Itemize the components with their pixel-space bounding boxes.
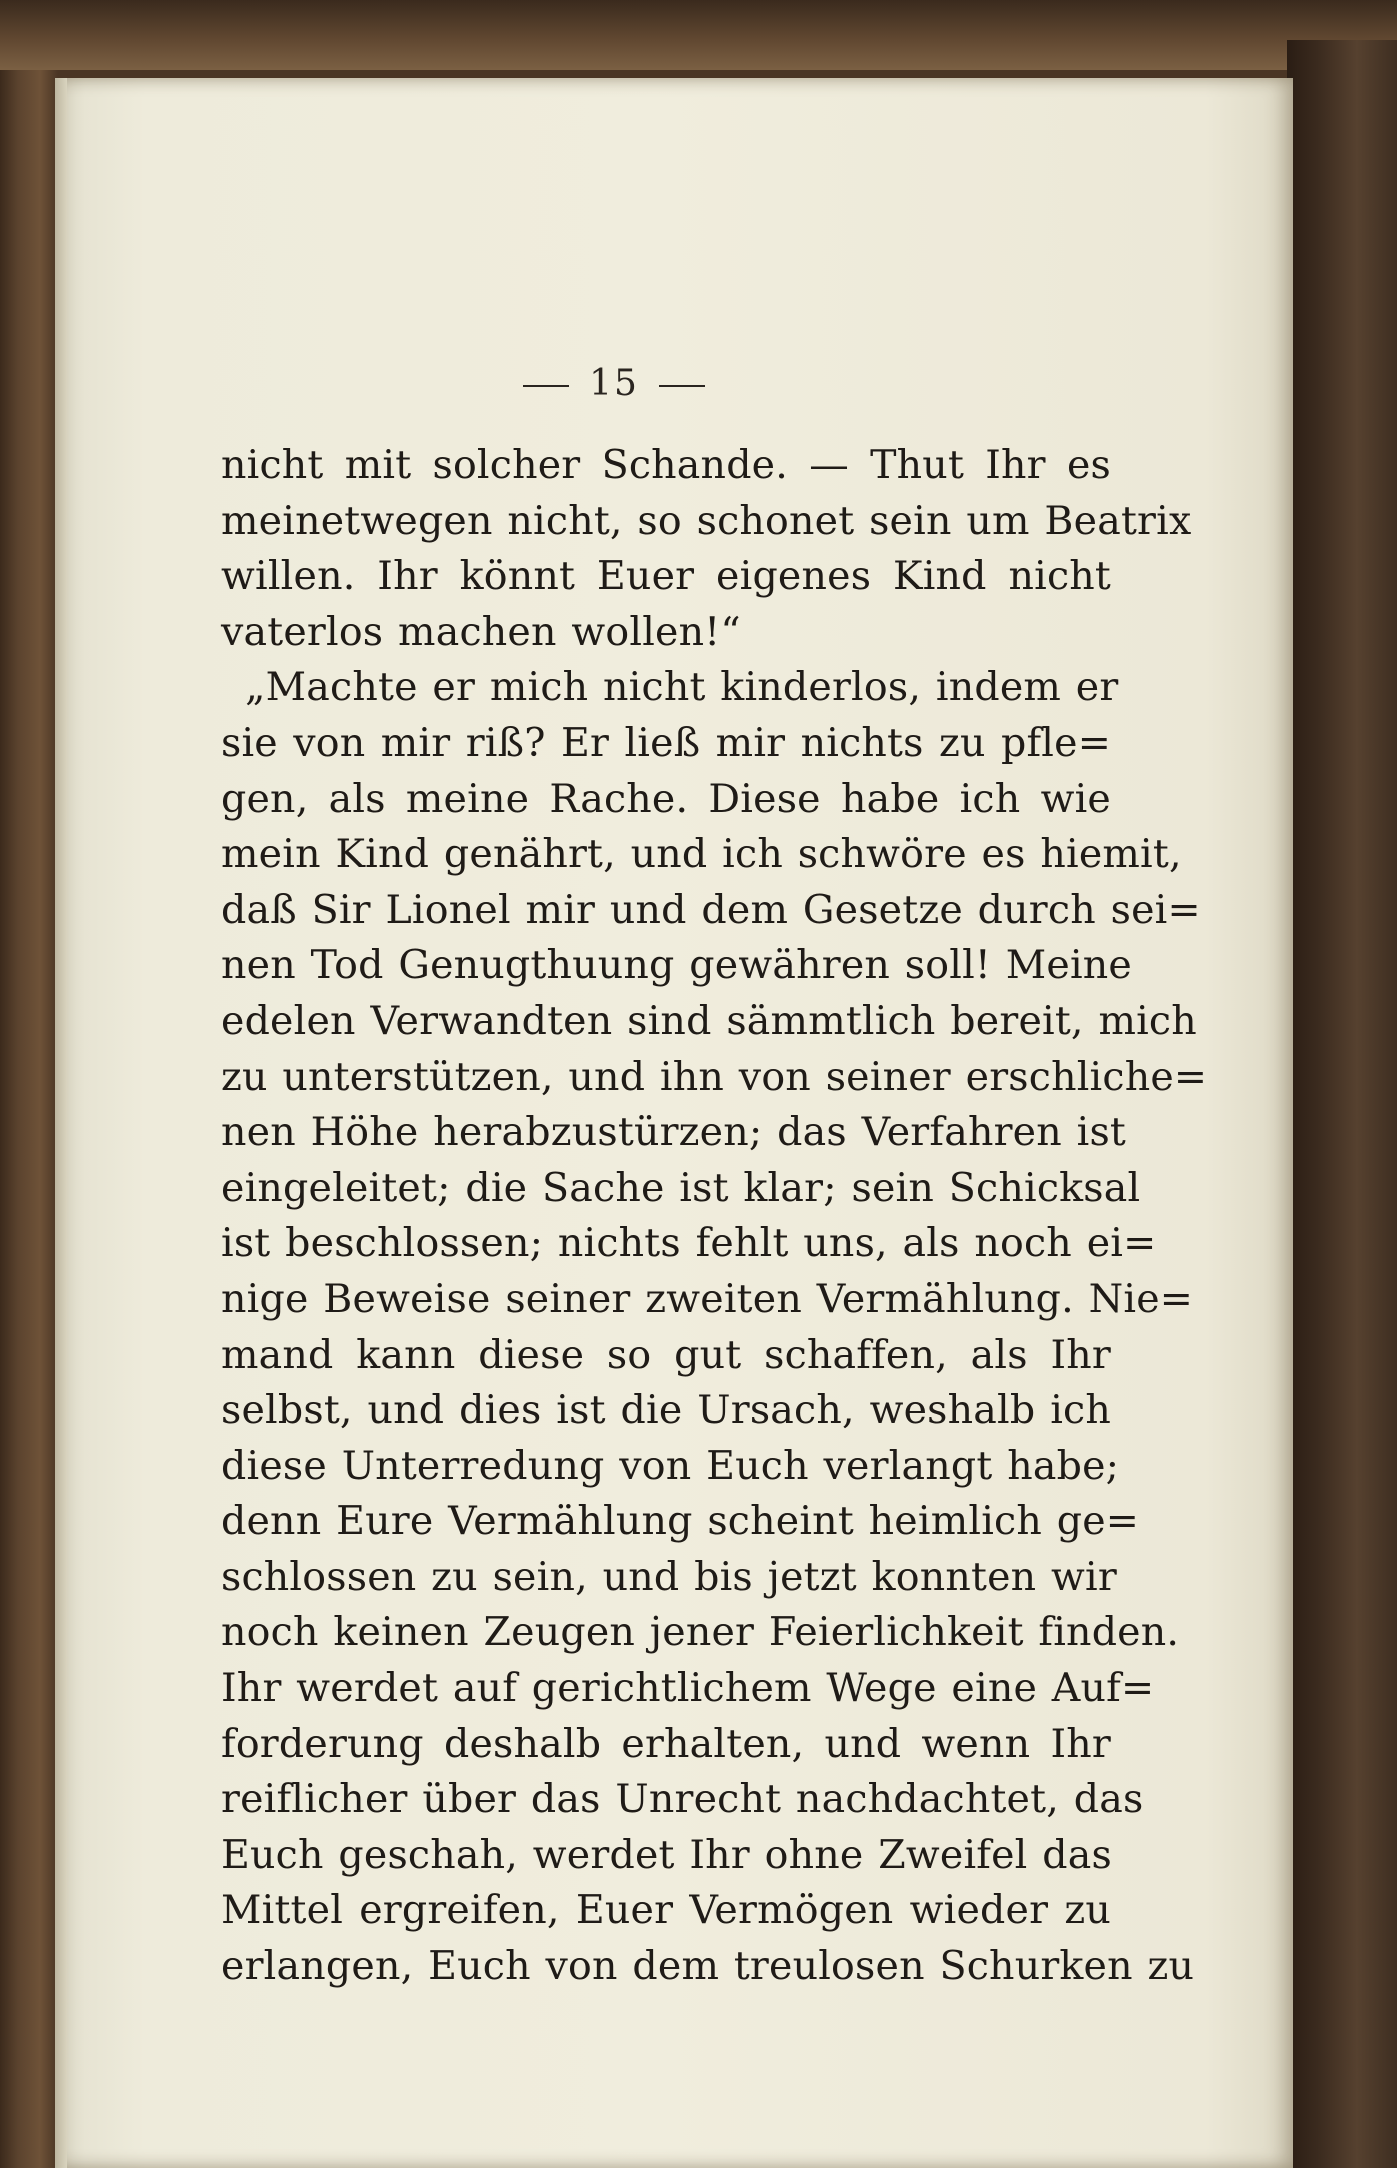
text-line: mein Kind genährt, und ich schwöre es hiemit, [221, 831, 1182, 878]
text-line: nige Beweise seiner zweiten Vermählung. Nie= [221, 1275, 1194, 1322]
text-line: selbst, und dies ist die Ursach, weshalb ich [221, 1387, 1111, 1434]
text-line: schlossen zu sein, und bis jetzt konnten wir [221, 1553, 1117, 1600]
text-line: mand kann diese so gut schaffen, als Ihr [221, 1331, 1111, 1378]
page-number-dash-right [659, 385, 705, 387]
text-line: denn Eure Vermählung scheint heimlich ge= [221, 1498, 1140, 1545]
text-line: nicht mit solcher Schande. — Thut Ihr es [221, 442, 1111, 488]
page-number-header [0, 363, 1233, 404]
text-line: meinetwegen nicht, so schonet sein um Beatrix [221, 497, 1192, 544]
text-line: edelen Verwandten sind sämmtlich bereit, mich [221, 997, 1197, 1044]
text-line: zu unterstützen, und ihn von seiner erschliche= [221, 1053, 1208, 1100]
text-line: noch keinen Zeugen jener Feierlichkeit finden. [221, 1609, 1180, 1656]
page-number: 15 [589, 363, 639, 404]
text-line: forderung deshalb erhalten, und wenn Ihr [221, 1720, 1111, 1767]
text-line: eingeleitet; die Sache ist klar; sein Schicksal [221, 1164, 1141, 1211]
text-line: ist beschlossen; nichts fehlt uns, als noch ei= [221, 1220, 1157, 1267]
text-line: gen, als meine Rache. Diese habe ich wie [221, 775, 1111, 822]
text-line: daß Sir Lionel mir und dem Gesetze durch sei= [221, 886, 1201, 933]
text-line: Euch geschah, werdet Ihr ohne Zweifel das [221, 1831, 1112, 1878]
text-line: willen. Ihr könnt Euer eigenes Kind nicht [221, 553, 1111, 600]
text-line: Ihr werdet auf gerichtlichem Wege eine Auf= [221, 1665, 1155, 1712]
paper-page [55, 78, 1293, 2168]
text-line: nen Tod Genugthuung gewähren soll! Meine [221, 942, 1133, 989]
text-line: sie von mir riß? Er ließ mir nichts zu pfle= [221, 719, 1111, 766]
text-line: nen Höhe herabzustürzen; das Verfahren ist [221, 1109, 1127, 1156]
text-line: erlangen, Euch von dem treulosen Schurken zu [221, 1943, 1195, 1990]
text-line: reiflicher über das Unrecht nachdachtet, das [221, 1776, 1144, 1823]
text-line: „Machte er mich nicht kinderlos, indem er [245, 664, 1119, 711]
book-cover-top-edge [0, 0, 1397, 70]
text-line: diese Unterredung von Euch verlangt habe; [221, 1442, 1120, 1489]
text-line: vaterlos machen wollen!“ [221, 608, 741, 655]
text-line: Mittel ergreifen, Euer Vermögen wieder zu [221, 1887, 1111, 1934]
body-text [221, 438, 1208, 1995]
book-cover-right-edge [1287, 40, 1397, 2168]
page-number-dash-left [523, 385, 569, 387]
